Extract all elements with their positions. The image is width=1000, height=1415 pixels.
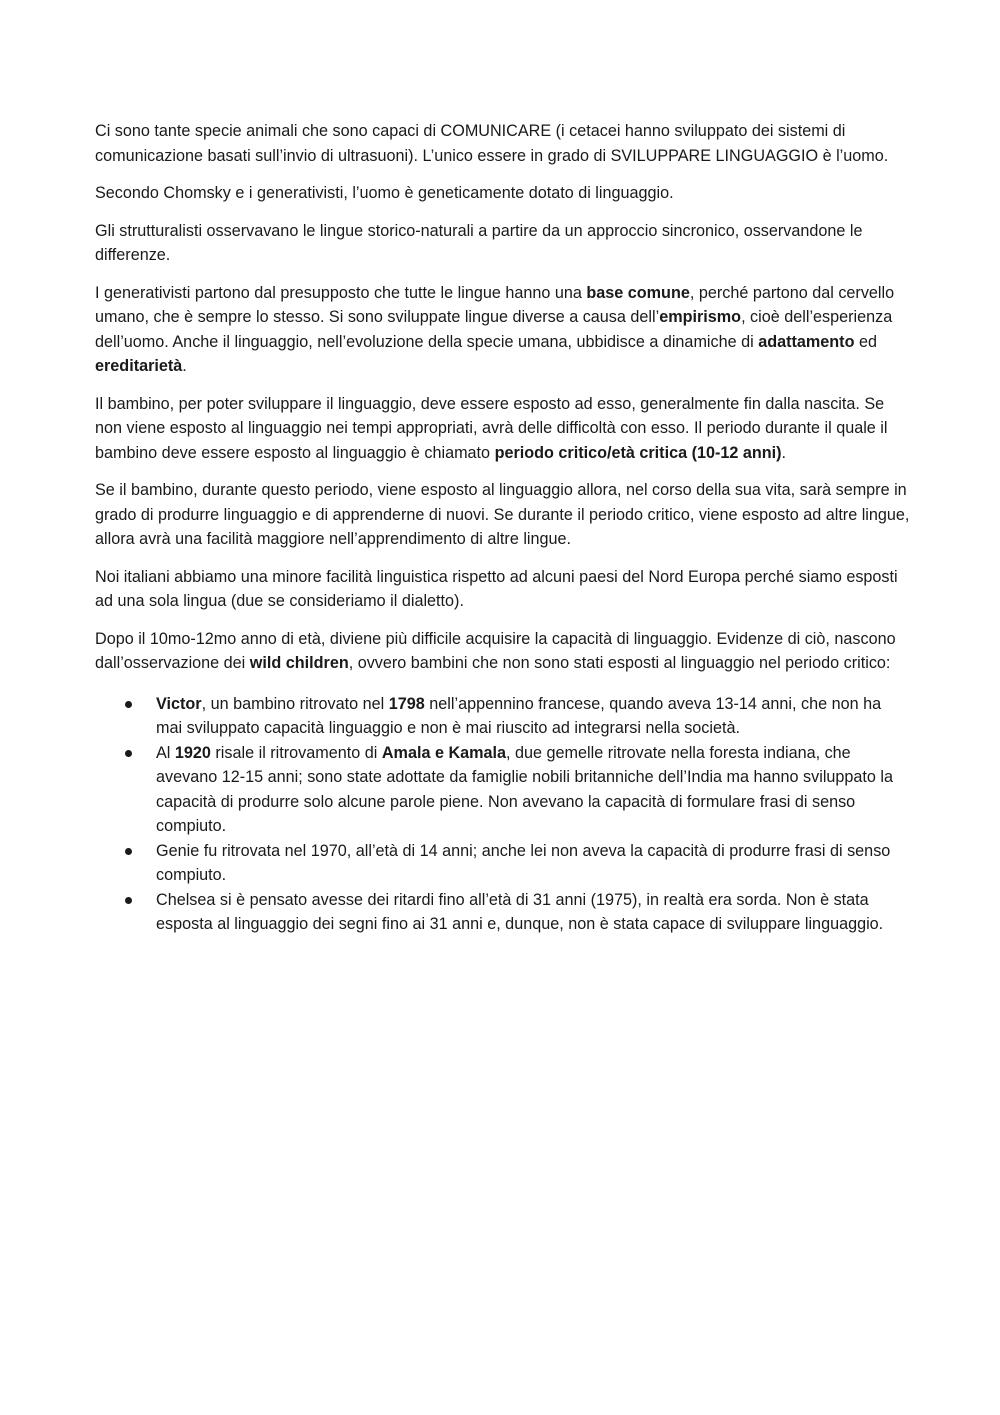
text-segment: Gli strutturalisti osservavano le lingue storico-naturali a partire da un approccio sincronico, osservandone le differenze. [95, 221, 863, 264]
text-segment: Il bambino, per poter sviluppare il linguaggio, deve essere esposto ad esso, generalmente fin dalla nascita. Se non viene esposto al linguaggio nei tempi appropriati, avrà delle difficoltà con esso. Il periodo durante il quale il bambino deve essere esposto al linguaggio è chiamato [95, 394, 888, 462]
paragraph [95, 478, 910, 552]
paragraph [95, 119, 910, 168]
text-segment: . [781, 443, 787, 462]
list-item [95, 692, 910, 741]
text-segment: risale il ritrovamento di [210, 743, 382, 762]
list-item [95, 839, 910, 888]
text-segment: , cioè dell’esperienza dell’uomo. Anche il linguaggio, nell’evoluzione della specie umana, ubbidisce a dinamiche di [95, 308, 893, 351]
text-segment: ed [854, 332, 877, 351]
bold-text: 1920 [174, 743, 211, 762]
text-segment: Dopo il 10mo-12mo anno di età, diviene più difficile acquisire la capacità di linguaggio. Evidenze di ciò, nascono dall’osservazione dei [95, 629, 896, 672]
paragraph [95, 627, 910, 676]
wild-children-list [95, 692, 910, 937]
text-segment: Secondo Chomsky e i generativisti, l’uomo è geneticamente dotato di linguaggio. [95, 184, 674, 202]
bold-text: adattamento [758, 332, 855, 351]
text-segment: nell’appennino francese, quando aveva 13-14 anni, che non ha mai sviluppato capacità linguaggio e non è mai riuscito ad integrarsi nella società. [156, 694, 882, 737]
bold-text: 1798 [388, 694, 425, 713]
text-segment: . [182, 357, 187, 375]
bullet-icon [125, 701, 132, 708]
bold-text: Amala e Kamala [381, 743, 507, 762]
bullet-icon [125, 897, 132, 904]
text-segment: , un bambino ritrovato nel [201, 694, 389, 713]
text-segment: , due gemelle ritrovate nella foresta indiana, che avevano 12-15 anni; sono state adottate da famiglie nobili britanniche dell’India ma hanno sviluppato la capacità di produrre solo alcune parole piene. Non avevano la capacità di formulare frasi di senso compiuto. [156, 743, 894, 835]
paragraph [95, 181, 910, 206]
paragraph [95, 281, 910, 379]
bold-text: periodo critico/età critica (10-12 anni) [494, 443, 782, 462]
text-segment: I generativisti partono dal presupposto che tutte le lingue hanno una [95, 283, 587, 302]
bullet-icon [125, 750, 132, 757]
bold-text: ereditarietà [95, 357, 183, 375]
list-item [95, 741, 910, 839]
bullet-icon [125, 848, 132, 855]
list-item [95, 888, 910, 937]
paragraph [95, 219, 910, 268]
document-body [95, 119, 910, 676]
text-segment: Noi italiani abbiamo una minore facilità linguistica rispetto ad alcuni paesi del Nord Europa perché siamo esposti ad una sola lingua (due se consideriamo il dialetto). [95, 567, 898, 610]
text-segment: Ci sono tante specie animali che sono capaci di COMUNICARE (i cetacei hanno sviluppato dei sistemi di comunicazione basati sull’invio di ultrasuoni). L’unico essere in grado di SVILUPPARE LINGUAGGIO è l’uomo. [95, 122, 889, 165]
text-segment: Chelsea si è pensato avesse dei ritardi fino all’età di 31 anni (1975), in realtà era sorda. Non è stata esposta al linguaggio dei segni fino ai 31 anni e, dunque, non è stata capace di sviluppare linguaggio. [156, 890, 884, 933]
text-segment: Se il bambino, durante questo periodo, viene esposto al linguaggio allora, nel corso della sua vita, sarà sempre in grado di produrre linguaggio e di apprenderne di nuovi. Se durante il periodo critico, viene esposto ad altre lingue, allora avrà una facilità maggiore nell’apprendimento di altre lingue. [95, 481, 910, 548]
bold-text: base comune [586, 283, 690, 302]
bold-text: Victor [156, 694, 202, 713]
bold-text: wild children [249, 654, 349, 672]
text-segment: , ovvero bambini che non sono stati esposti al linguaggio nel periodo critico: [348, 654, 891, 672]
text-segment: Genie fu ritrovata nel 1970, all’età di 14 anni; anche lei non aveva la capacità di produrre frasi di senso compiuto. [156, 841, 891, 884]
bold-text: empirismo [659, 308, 742, 326]
paragraph [95, 565, 910, 614]
paragraph [95, 392, 910, 466]
text-segment: Al [156, 743, 175, 762]
text-segment: , perché partono dal cervello umano, che è sempre lo stesso. Si sono sviluppate lingue diverse a causa dell’ [95, 283, 895, 326]
